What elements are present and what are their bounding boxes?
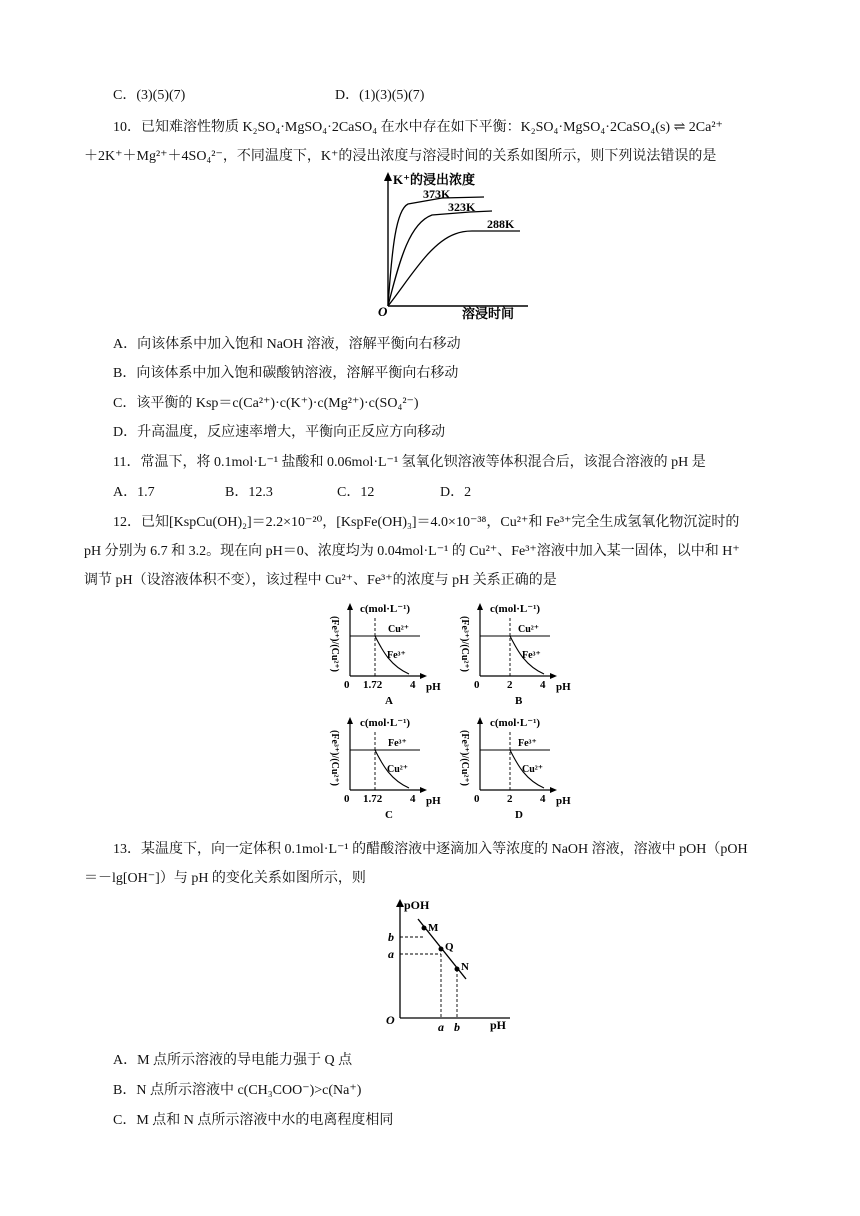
q12-ytitle: c(mol·L⁻¹) <box>490 603 541 615</box>
q13-point-n: N <box>461 961 469 973</box>
q12-axis-zero: 0 <box>344 793 350 805</box>
q13-xlabel: pH <box>490 1018 507 1032</box>
q12-ytitle: c(mol·L⁻¹) <box>490 717 541 729</box>
q12-graph-b <box>452 596 582 708</box>
q10-option-d: D．升高温度，反应速率增大，平衡向正反应方向移动 <box>113 425 446 440</box>
q12-stem-line1: 12．已知[KspCu(OH)₂]＝2.2×10⁻²⁰，[KspFe(OH)₃]＝4.0×10⁻³⁸，Cu²⁺和 Fe³⁺完全生成氢氧化物沉淀时的 <box>113 515 740 530</box>
q12-axis-ph: pH <box>556 795 571 807</box>
q13-label-b-y: b <box>388 930 394 944</box>
q13-label-a-y: a <box>388 947 394 961</box>
q11-option-b: B．12.3 <box>225 485 273 500</box>
q12-axis-ph: pH <box>426 795 441 807</box>
q12-tick: 2 <box>507 793 513 805</box>
q13-point-q: Q <box>445 941 454 953</box>
q11-option-d: D．2 <box>440 485 472 500</box>
q13-label-b-x: b <box>454 1020 460 1034</box>
q10-curve-373k: 373K <box>423 187 451 201</box>
q10-xlabel: 溶浸时间 <box>462 306 515 321</box>
q12-tick: 1.72 <box>363 793 383 805</box>
q13-origin: O <box>386 1013 395 1027</box>
q10-option-c: C．该平衡的 Ksp＝c(Ca²⁺)·c(K⁺)·c(Mg²⁺)·c(SO₄²⁻) <box>113 396 419 411</box>
q13-ylabel: pOH <box>404 898 430 912</box>
q12-ytitle: c(mol·L⁻¹) <box>360 717 411 729</box>
q9-option-d: D．(1)(3)(5)(7) <box>335 88 425 103</box>
q9-option-c: C．(3)(5)(7) <box>113 88 186 103</box>
q10-curve-323k: 323K <box>448 200 476 214</box>
q10-stem-line1: 10．已知难溶性物质 K₂SO₄·MgSO₄·2CaSO₄ 在水中存在如下平衡：K₂SO₄·MgSO₄·2CaSO₄(s) ⇌ 2Ca²⁺ <box>113 120 723 135</box>
q12-axis-zero: 0 <box>344 679 350 691</box>
q11-option-a: A．1.7 <box>113 485 155 500</box>
q12-axis-ph: pH <box>556 681 571 693</box>
q10-figure <box>360 168 535 323</box>
q10-curve-288k: 288K <box>487 217 515 231</box>
q12-curve-label: Fe³⁺ <box>522 650 541 661</box>
q12-tick: 2 <box>507 679 513 691</box>
q12-yside: (Fe³⁺)/(Cu²⁺) <box>329 616 340 672</box>
q13-option-c: C．M 点和 N 点所示溶液中水的电离程度相同 <box>113 1113 394 1128</box>
q12-flat-label: Cu²⁺ <box>388 624 410 635</box>
q13-label-a-x: a <box>438 1020 444 1034</box>
q12-axis-ph: pH <box>426 681 441 693</box>
q12-tick: 1.72 <box>363 679 383 691</box>
q12-stem-line2: pH 分别为 6.7 和 3.2。现在向 pH＝0、浓度均为 0.04mol·L⁻¹ 的 Cu²⁺、Fe³⁺溶液中加入某一固体，以中和 H⁺ <box>84 544 740 559</box>
q12-axis-four: 4 <box>540 793 546 805</box>
q12-flat-label: Cu²⁺ <box>518 624 540 635</box>
q13-stem-line1: 13．某温度下，向一定体积 0.1mol·L⁻¹ 的醋酸溶液中逐滴加入等浓度的 NaOH 溶液，溶液中 pOH（pOH <box>113 842 748 857</box>
q10-option-a: A．向该体系中加入饱和 NaOH 溶液，溶解平衡向右移动 <box>113 337 461 352</box>
q12-yside: (Fe³⁺)/(Cu²⁺) <box>459 616 470 672</box>
q12-graph-c <box>322 710 452 822</box>
q13-stem-line2: ＝－lg[OH⁻]）与 pH 的变化关系如图所示，则 <box>84 871 366 886</box>
q13-option-a: A．M 点所示溶液的导电能力强于 Q 点 <box>113 1053 353 1068</box>
q12-axis-four: 4 <box>540 679 546 691</box>
q12-flat-label: Fe³⁺ <box>518 738 537 749</box>
q12-axis-zero: 0 <box>474 679 480 691</box>
q13-point-m: M <box>428 922 439 934</box>
q10-ylabel: K⁺的浸出浓度 <box>393 172 475 187</box>
q12-graph-letter: A <box>385 695 393 707</box>
q10-option-b: B．向该体系中加入饱和碳酸钠溶液，溶解平衡向右移动 <box>113 366 459 381</box>
q12-curve-label: Cu²⁺ <box>522 764 544 775</box>
q11-option-c: C．12 <box>337 485 375 500</box>
q10-stem-line2: ＋2K⁺＋Mg²⁺＋4SO₄²⁻，不同温度下，K⁺的浸出浓度与溶浸时间的关系如图所示，则下列说法错误的是 <box>84 149 717 164</box>
q12-axis-four: 4 <box>410 679 416 691</box>
q12-graph-letter: D <box>515 809 523 821</box>
q12-axis-four: 4 <box>410 793 416 805</box>
q12-yside: (Fe³⁺)/(Cu²⁺) <box>329 730 340 786</box>
q13-figure <box>378 893 518 1035</box>
q12-graph-letter: C <box>385 809 393 821</box>
q12-ytitle: c(mol·L⁻¹) <box>360 603 411 615</box>
q12-axis-zero: 0 <box>474 793 480 805</box>
q12-curve-label: Cu²⁺ <box>387 764 409 775</box>
q11-stem: 11．常温下，将 0.1mol·L⁻¹ 盐酸和 0.06mol·L⁻¹ 氢氧化钡溶液等体积混合后，该混合溶液的 pH 是 <box>113 455 706 470</box>
q12-graph-a <box>322 596 452 708</box>
q12-graph-d <box>452 710 582 822</box>
q13-option-b: B．N 点所示溶液中 c(CH₃COO⁻)>c(Na⁺) <box>113 1083 362 1098</box>
q10-origin: O <box>378 304 388 319</box>
q12-graph-letter: B <box>515 695 523 707</box>
q12-flat-label: Fe³⁺ <box>388 738 407 749</box>
q12-stem-line3: 调节 pH（设溶液体积不变），该过程中 Cu²⁺、Fe³⁺的浓度与 pH 关系正确的是 <box>84 573 557 588</box>
q12-yside: (Fe³⁺)/(Cu²⁺) <box>459 730 470 786</box>
q12-curve-label: Fe³⁺ <box>387 650 406 661</box>
